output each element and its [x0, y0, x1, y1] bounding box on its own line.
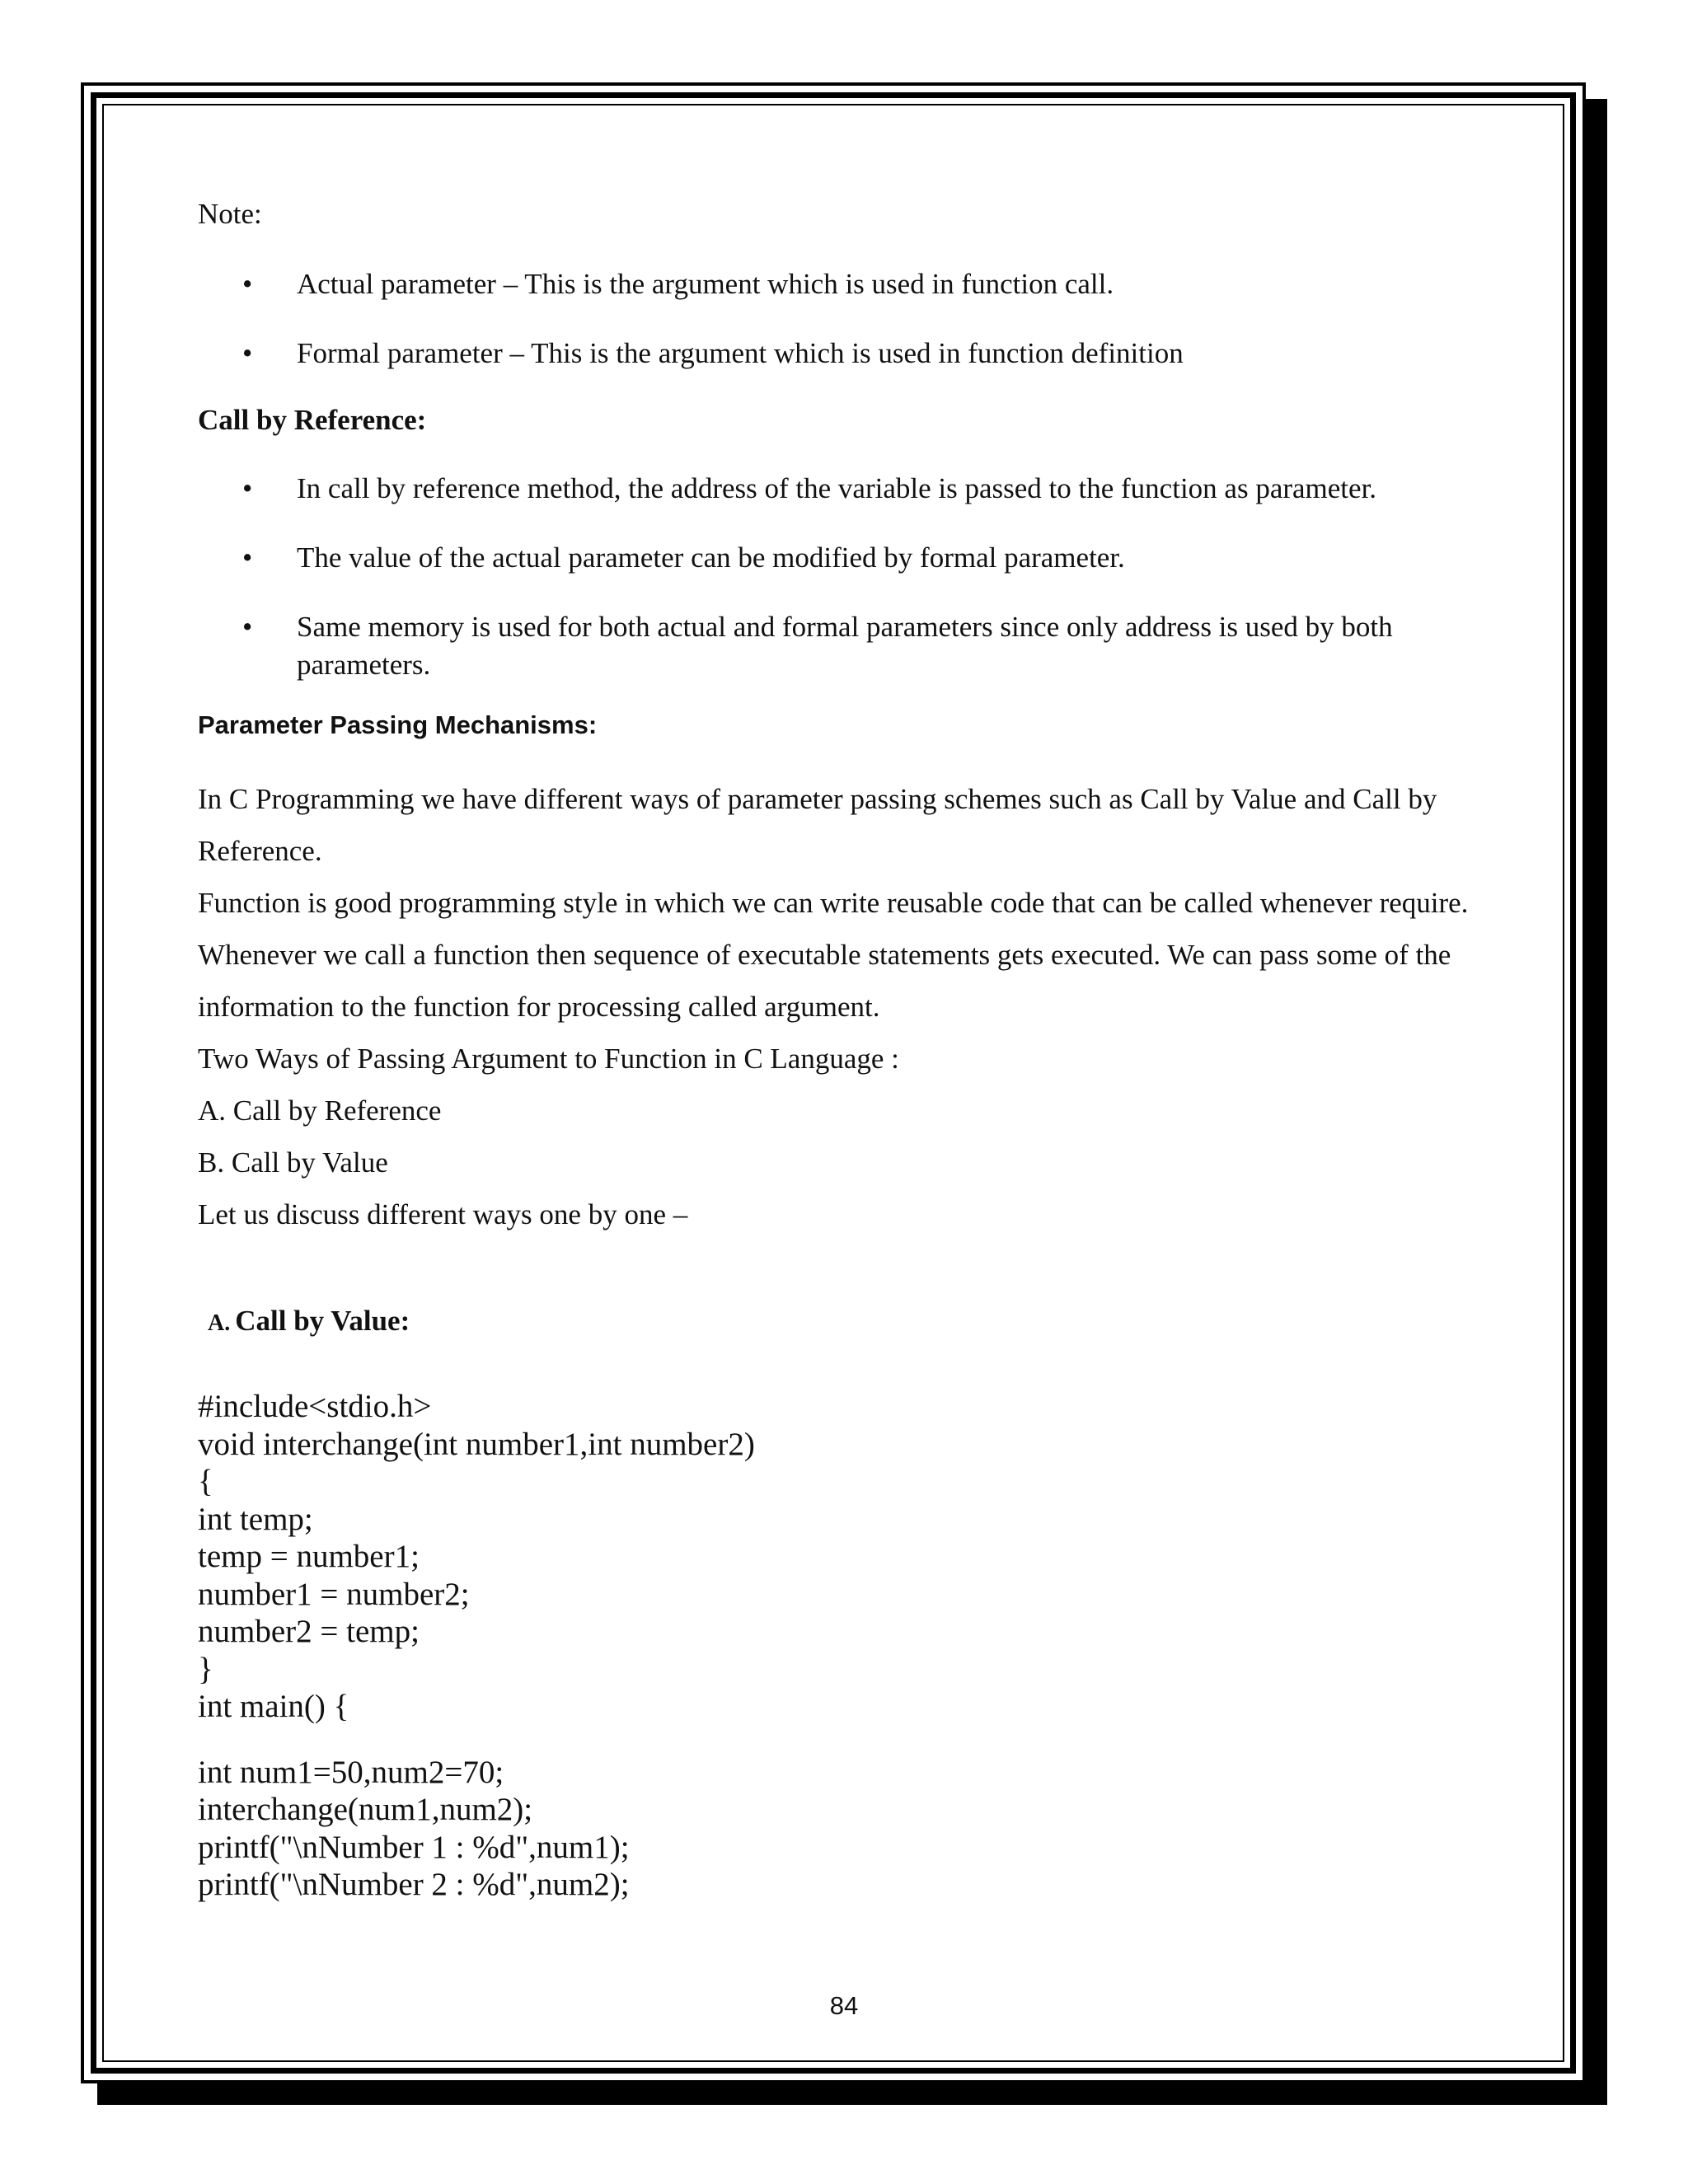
section-letter: A. [208, 1310, 231, 1336]
code-line: temp = number1; [198, 1539, 420, 1574]
list-item [198, 608, 1484, 684]
list-item [198, 539, 1484, 577]
list-item [198, 335, 1484, 373]
call-by-value-heading [208, 1305, 1484, 1340]
list-item-text: Same memory is used for both actual and formal parameters since only address is used by both parameters. [297, 611, 1393, 681]
bullet-icon: • [242, 611, 253, 643]
list-item-text: The value of the actual parameter can be modified by formal parameter. [297, 541, 1125, 574]
code-line: number2 = temp; [198, 1614, 420, 1649]
code-line: } [198, 1651, 213, 1687]
code-line: number1 = number2; [198, 1576, 470, 1612]
page-number: 84 [829, 1991, 859, 2020]
parameter-passing-heading: Parameter Passing Mechanisms: [198, 710, 598, 739]
paragraph: Whenever we call a function then sequence of executable statements gets executed. We can pass some of the information to the function for processing called argument. [198, 939, 1451, 1023]
call-by-reference-heading: Call by Reference: [198, 404, 427, 436]
text-line: Two Ways of Passing Argument to Function in C Language : [198, 1043, 899, 1075]
code-line: printf("\nNumber 2 : %d",num2); [198, 1867, 630, 1902]
text-line: Let us discuss different ways one by one – [198, 1198, 688, 1230]
list-item [198, 470, 1484, 508]
code-line: int num1=50,num2=70; [198, 1754, 504, 1790]
note-bullet-list [198, 265, 1484, 373]
note-title: Note: [198, 198, 262, 230]
text-line: B. Call by Value [198, 1146, 388, 1179]
page-content [198, 198, 1484, 1904]
list-item-text: In call by reference method, the address of the variable is passed to the function as parameter. [297, 472, 1377, 504]
call-by-reference-bullet-list [198, 470, 1484, 684]
section-title: Call by Value: [235, 1305, 410, 1337]
list-item-text: Actual parameter – This is the argument which is used in function call. [297, 268, 1114, 300]
paragraph: In C Programming we have different ways of parameter passing schemes such as Call by Value and Call by Reference. [198, 783, 1437, 867]
code-line: #include<stdio.h> [198, 1389, 432, 1424]
list-item [198, 265, 1484, 303]
code-line: interchange(num1,num2); [198, 1792, 533, 1827]
list-item-text: Formal parameter – This is the argument which is used in function definition [297, 337, 1184, 369]
bullet-icon: • [242, 541, 253, 574]
bullet-icon: • [242, 337, 253, 369]
code-line: int main() { [198, 1689, 349, 1724]
code-line: printf("\nNumber 1 : %d",num1); [198, 1829, 630, 1865]
bullet-icon: • [242, 268, 253, 300]
code-line: void interchange(int number1,int number2) [198, 1426, 755, 1462]
paragraph: Function is good programming style in which we can write reusable code that can be called whenever require. [198, 887, 1469, 919]
code-spacer [198, 1726, 1484, 1754]
code-line: int temp; [198, 1501, 313, 1537]
text-line: A. Call by Reference [198, 1094, 442, 1127]
code-line: { [198, 1464, 213, 1499]
bullet-icon: • [242, 472, 253, 504]
code-block [198, 1388, 1484, 1904]
